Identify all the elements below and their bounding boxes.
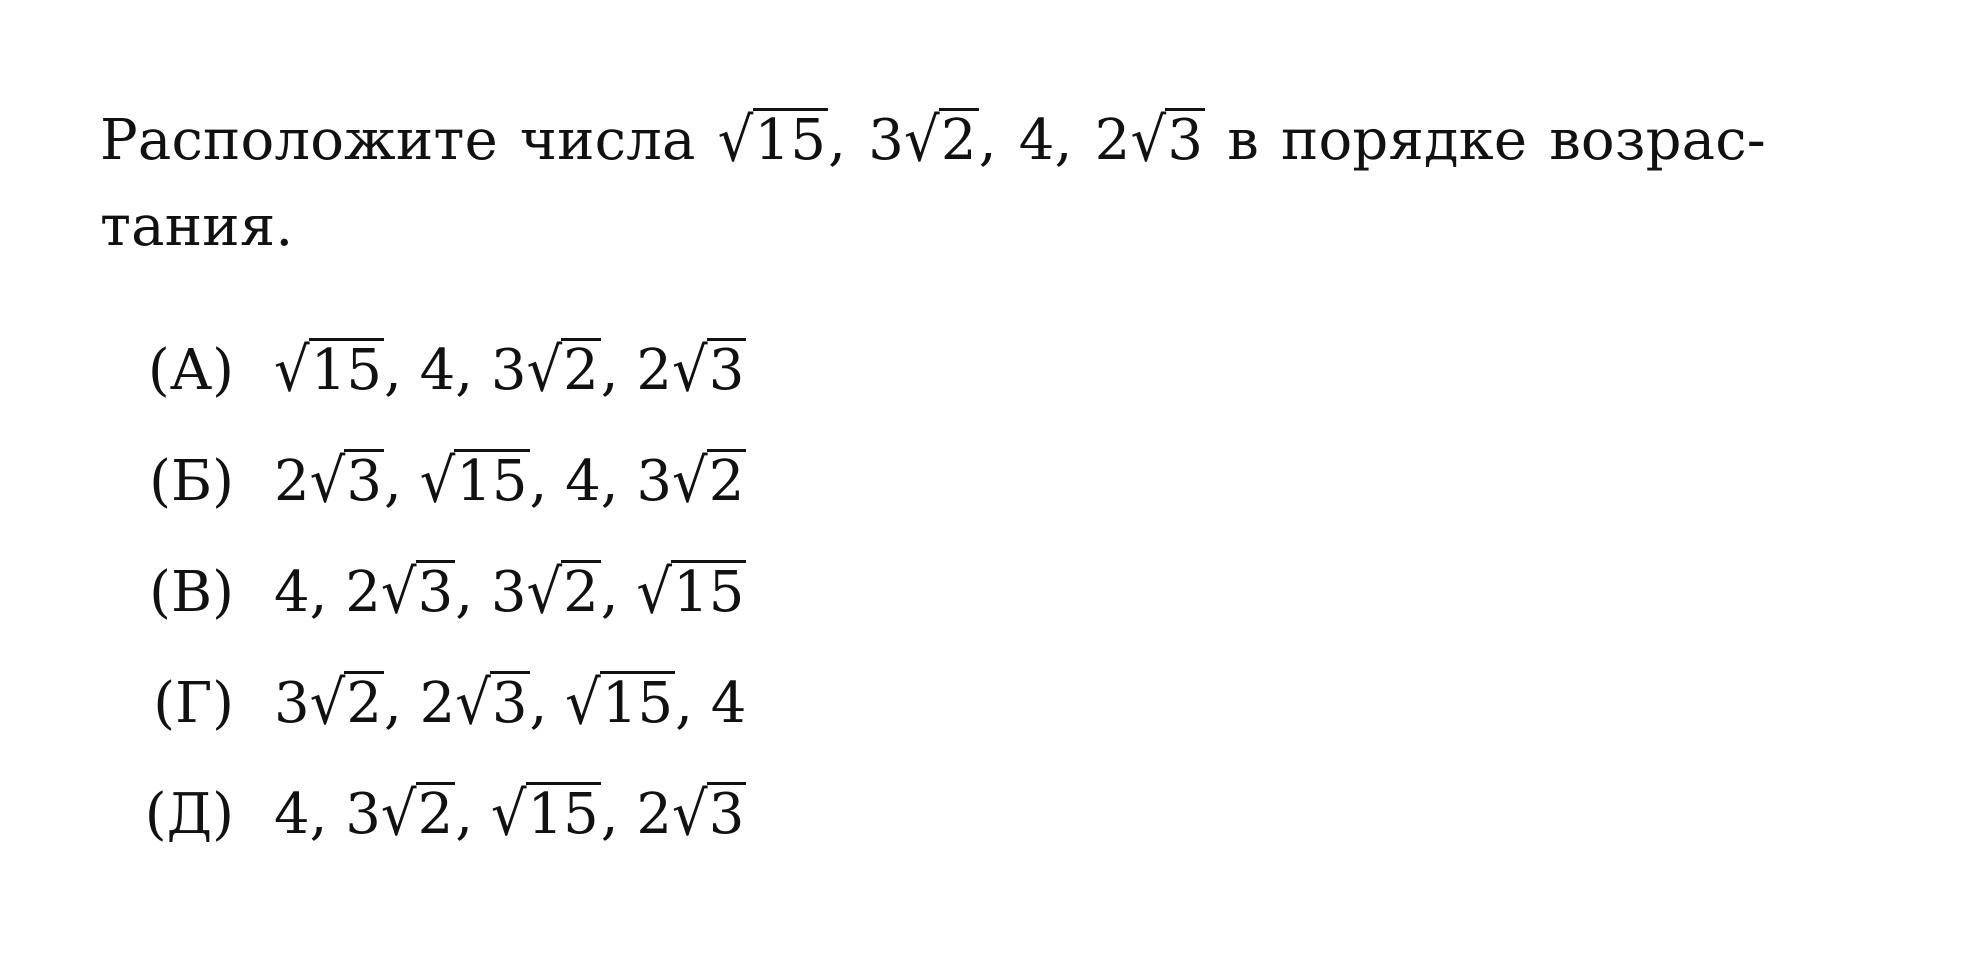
radicand: 2	[563, 560, 599, 625]
radicand: 2	[708, 449, 745, 514]
number-coefficient: 2	[636, 338, 673, 403]
square-root	[309, 668, 384, 739]
number-coefficient: 3	[345, 782, 381, 847]
math-number	[636, 779, 746, 850]
question-numbers	[717, 105, 1206, 176]
comma-separator: ,	[309, 782, 346, 847]
comma-separator: ,	[455, 560, 491, 625]
option-label: (Б)	[149, 449, 234, 514]
math-number	[636, 446, 746, 517]
square-root	[672, 335, 746, 406]
comma-separator: ,	[529, 671, 566, 736]
radicand: 2	[940, 108, 977, 173]
radical-sign-icon: √	[380, 779, 417, 850]
square-root	[672, 779, 746, 850]
radical-sign-icon: √	[380, 557, 417, 628]
number-coefficient: 2	[419, 671, 456, 736]
math-number	[711, 671, 747, 736]
radicand: 15	[601, 671, 674, 736]
number-coefficient: 2	[274, 449, 310, 514]
square-root	[904, 98, 979, 184]
question-tail: в порядке возрас-	[1227, 108, 1766, 173]
option-label: (Г)	[153, 671, 234, 736]
comma-separator: ,	[600, 782, 637, 847]
number-coefficient: 4	[274, 560, 310, 625]
math-number	[1094, 105, 1206, 176]
option-d[interactable]	[100, 759, 1100, 870]
radical-sign-icon: √	[419, 446, 456, 517]
radical-sign-icon: √	[309, 446, 346, 517]
math-number	[636, 557, 746, 628]
radicand: 3	[708, 338, 745, 403]
number-coefficient: 3	[490, 338, 527, 403]
option-values	[274, 446, 746, 517]
comma-separator: ,	[978, 108, 1019, 173]
number-coefficient: 3	[868, 108, 905, 173]
radical-sign-icon: √	[565, 668, 601, 739]
square-root	[1130, 98, 1205, 184]
number-coefficient: 2	[1094, 108, 1131, 173]
radicand: 2	[417, 782, 454, 847]
option-values	[274, 557, 746, 628]
number-coefficient: 4	[274, 782, 310, 847]
radicand: 15	[673, 560, 745, 625]
comma-separator: ,	[1054, 108, 1095, 173]
square-root	[455, 668, 529, 739]
square-root	[526, 335, 600, 406]
comma-separator: ,	[600, 338, 637, 403]
number-coefficient: 2	[345, 560, 381, 625]
radical-sign-icon: √	[672, 335, 708, 406]
radicand: 3	[417, 560, 454, 625]
comma-separator: ,	[455, 338, 491, 403]
radical-sign-icon: √	[672, 779, 708, 850]
option-g[interactable]	[100, 648, 1100, 759]
math-number	[490, 779, 601, 850]
math-number	[868, 105, 979, 176]
radicand: 15	[310, 338, 382, 403]
math-number	[490, 335, 601, 406]
square-root	[565, 668, 675, 739]
radical-sign-icon: √	[490, 779, 527, 850]
math-number	[419, 668, 530, 739]
option-label: (Д)	[144, 782, 234, 847]
radicand: 3	[1167, 108, 1204, 173]
square-root	[419, 446, 530, 517]
comma-separator: ,	[600, 449, 637, 514]
square-root	[718, 98, 829, 184]
number-coefficient: 2	[636, 782, 673, 847]
math-number	[565, 668, 675, 739]
number-coefficient: 4	[565, 449, 601, 514]
radical-sign-icon: √	[274, 335, 310, 406]
math-number	[274, 446, 384, 517]
radicand: 3	[708, 782, 745, 847]
comma-separator: ,	[600, 560, 637, 625]
question-text	[100, 98, 1880, 270]
number-coefficient: 4	[710, 671, 747, 736]
radical-sign-icon: √	[455, 668, 491, 739]
radicand: 15	[754, 108, 827, 173]
option-label: (В)	[149, 560, 234, 625]
math-number	[274, 668, 384, 739]
square-root	[274, 335, 384, 406]
square-root	[380, 779, 455, 850]
radical-sign-icon: √	[672, 446, 708, 517]
option-values	[274, 779, 746, 850]
square-root	[309, 446, 384, 517]
radical-sign-icon: √	[526, 335, 563, 406]
question-line-1	[100, 98, 1880, 184]
number-coefficient: 3	[490, 560, 527, 625]
comma-separator: ,	[309, 560, 346, 625]
option-a[interactable]	[100, 315, 1100, 426]
radicand: 3	[346, 449, 382, 514]
radicand: 2	[346, 671, 382, 736]
radical-sign-icon: √	[1130, 105, 1167, 176]
math-number	[274, 782, 310, 847]
comma-separator: ,	[828, 108, 869, 173]
option-values	[274, 668, 747, 739]
option-values	[274, 335, 746, 406]
radical-sign-icon: √	[717, 105, 754, 176]
number-coefficient: 3	[274, 671, 310, 736]
comma-separator: ,	[383, 449, 420, 514]
radicand: 3	[491, 671, 528, 736]
math-number	[717, 105, 829, 176]
option-label: (А)	[147, 338, 234, 403]
math-number	[420, 338, 456, 403]
square-root	[636, 557, 746, 628]
math-number	[490, 557, 601, 628]
comma-separator: ,	[383, 338, 420, 403]
comma-separator: ,	[383, 671, 420, 736]
question-line-2: тания.	[100, 194, 294, 259]
question-intro: Расположите числа	[100, 108, 696, 173]
math-number	[345, 779, 455, 850]
comma-separator: ,	[675, 671, 711, 736]
math-number	[565, 449, 601, 514]
square-root	[490, 779, 601, 850]
answer-options	[100, 315, 1100, 870]
radicand: 2	[563, 338, 599, 403]
math-number	[419, 446, 530, 517]
math-number	[1019, 108, 1055, 173]
math-number	[345, 557, 455, 628]
comma-separator: ,	[529, 449, 566, 514]
radical-sign-icon: √	[636, 557, 673, 628]
square-root	[672, 446, 746, 517]
option-v[interactable]	[100, 537, 1100, 648]
radical-sign-icon: √	[904, 105, 940, 176]
square-root	[526, 557, 600, 628]
radical-sign-icon: √	[309, 668, 346, 739]
radicand: 15	[527, 782, 599, 847]
radicand: 15	[456, 449, 528, 514]
number-coefficient: 3	[636, 449, 673, 514]
math-number	[274, 335, 384, 406]
square-root	[380, 557, 455, 628]
option-b[interactable]	[100, 426, 1100, 537]
radical-sign-icon: √	[526, 557, 563, 628]
math-number	[274, 560, 310, 625]
math-number	[636, 335, 746, 406]
number-coefficient: 4	[1018, 108, 1055, 173]
number-coefficient: 4	[419, 338, 456, 403]
comma-separator: ,	[455, 782, 491, 847]
